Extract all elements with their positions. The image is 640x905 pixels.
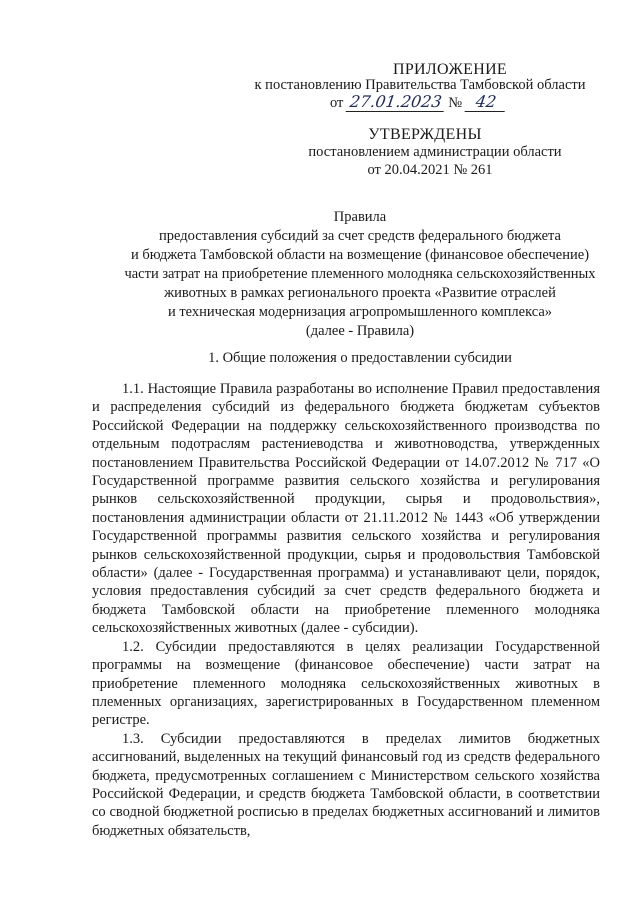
appendix-title: ПРИЛОЖЕНИЕ xyxy=(392,61,507,78)
paragraph-1-1: 1.1. Настоящие Правила разработаны во исполнение Правил предоставления и распределения субсидий из федерального бюджета бюджетам субъектов Российской Федерации на поддержку сельскохозяйственного производства по отдельным подотраслям растениеводства и животноводства, утвержденных постановлением Правительства Российской Федерации от 14.07.2012 № 717 «О Государственной программе развития сельского хозяйства и регулирования рынков сельскохозяйственной продукции, сырья и продовольствия», постановления администрации области от 21.11.2012 № 1443 «Об утверждении Государственной программы развития сельского хозяйства и регулирования рынков сельскохозяйственной продукции, сырья и продовольствия Тамбовской области» (далее - Государственная программа) и устанавливают цели, порядок, условия предоставления субсидий за счет средств федерального бюджета и бюджета Тамбовской области на приобретение племенного молодняка сельскохозяйственных животных (далее - субсидии). xyxy=(92,381,600,637)
handwritten-date: 27.01.2023 xyxy=(346,92,446,112)
rules-title-line: предоставления субсидий за счет средств федерального бюджета xyxy=(159,228,561,244)
approved-date-number: от 20.04.2021 № 261 xyxy=(367,162,493,178)
appendix-number-line xyxy=(330,92,510,113)
handwritten-number: 42 xyxy=(464,92,507,112)
rules-title-line: Правила xyxy=(333,209,387,225)
rules-title-line: и бюджета Тамбовской области на возмещение (финансовое обеспечение) xyxy=(130,247,590,263)
appendix-subtitle: к постановлению Правительства Тамбовской области xyxy=(254,77,586,93)
paragraph-1-2: 1.2. Субсидии предоставляются в целях реализации Государственной программы на возмещение (финансовое обеспечение) части затрат на приобретение племенного молодняка сельскохозяйственных животных в племенных организациях, зарегистрированных в Государственном племенном регистре. xyxy=(92,638,600,729)
rules-title-line: части затрат на приобретение племенного молодняка сельскохозяйственных xyxy=(124,266,596,282)
rules-title-block xyxy=(60,208,640,341)
number-prefix: от xyxy=(330,95,344,111)
section-heading: 1. Общие положения о предоставлении субсидии xyxy=(208,350,512,366)
rules-title-line: и техническая модернизация агропромышленного комплекса» xyxy=(167,304,553,320)
rules-title-line: животных в рамках регионального проекта «Развитие отраслей xyxy=(164,285,556,301)
document-body xyxy=(92,380,600,840)
number-sign: № xyxy=(448,95,463,111)
rules-title-line: (далее - Правила) xyxy=(305,323,415,339)
approved-title: УТВЕРЖДЕНЫ xyxy=(368,126,482,143)
approved-by: постановлением администрации области xyxy=(308,144,562,160)
paragraph-1-3: 1.3. Субсидии предоставляются в пределах лимитов бюджетных ассигнований, выделенных на текущий финансовый год из средств федерального бюджета, предусмотренных соглашением с Министерством сельского хозяйства Российской Федерации, и средств бюджета Тамбовской области, в соответствии со сводной бюджетной росписью в пределах бюджетных ассигнований и лимитов бюджетных обязательств, xyxy=(92,730,600,839)
